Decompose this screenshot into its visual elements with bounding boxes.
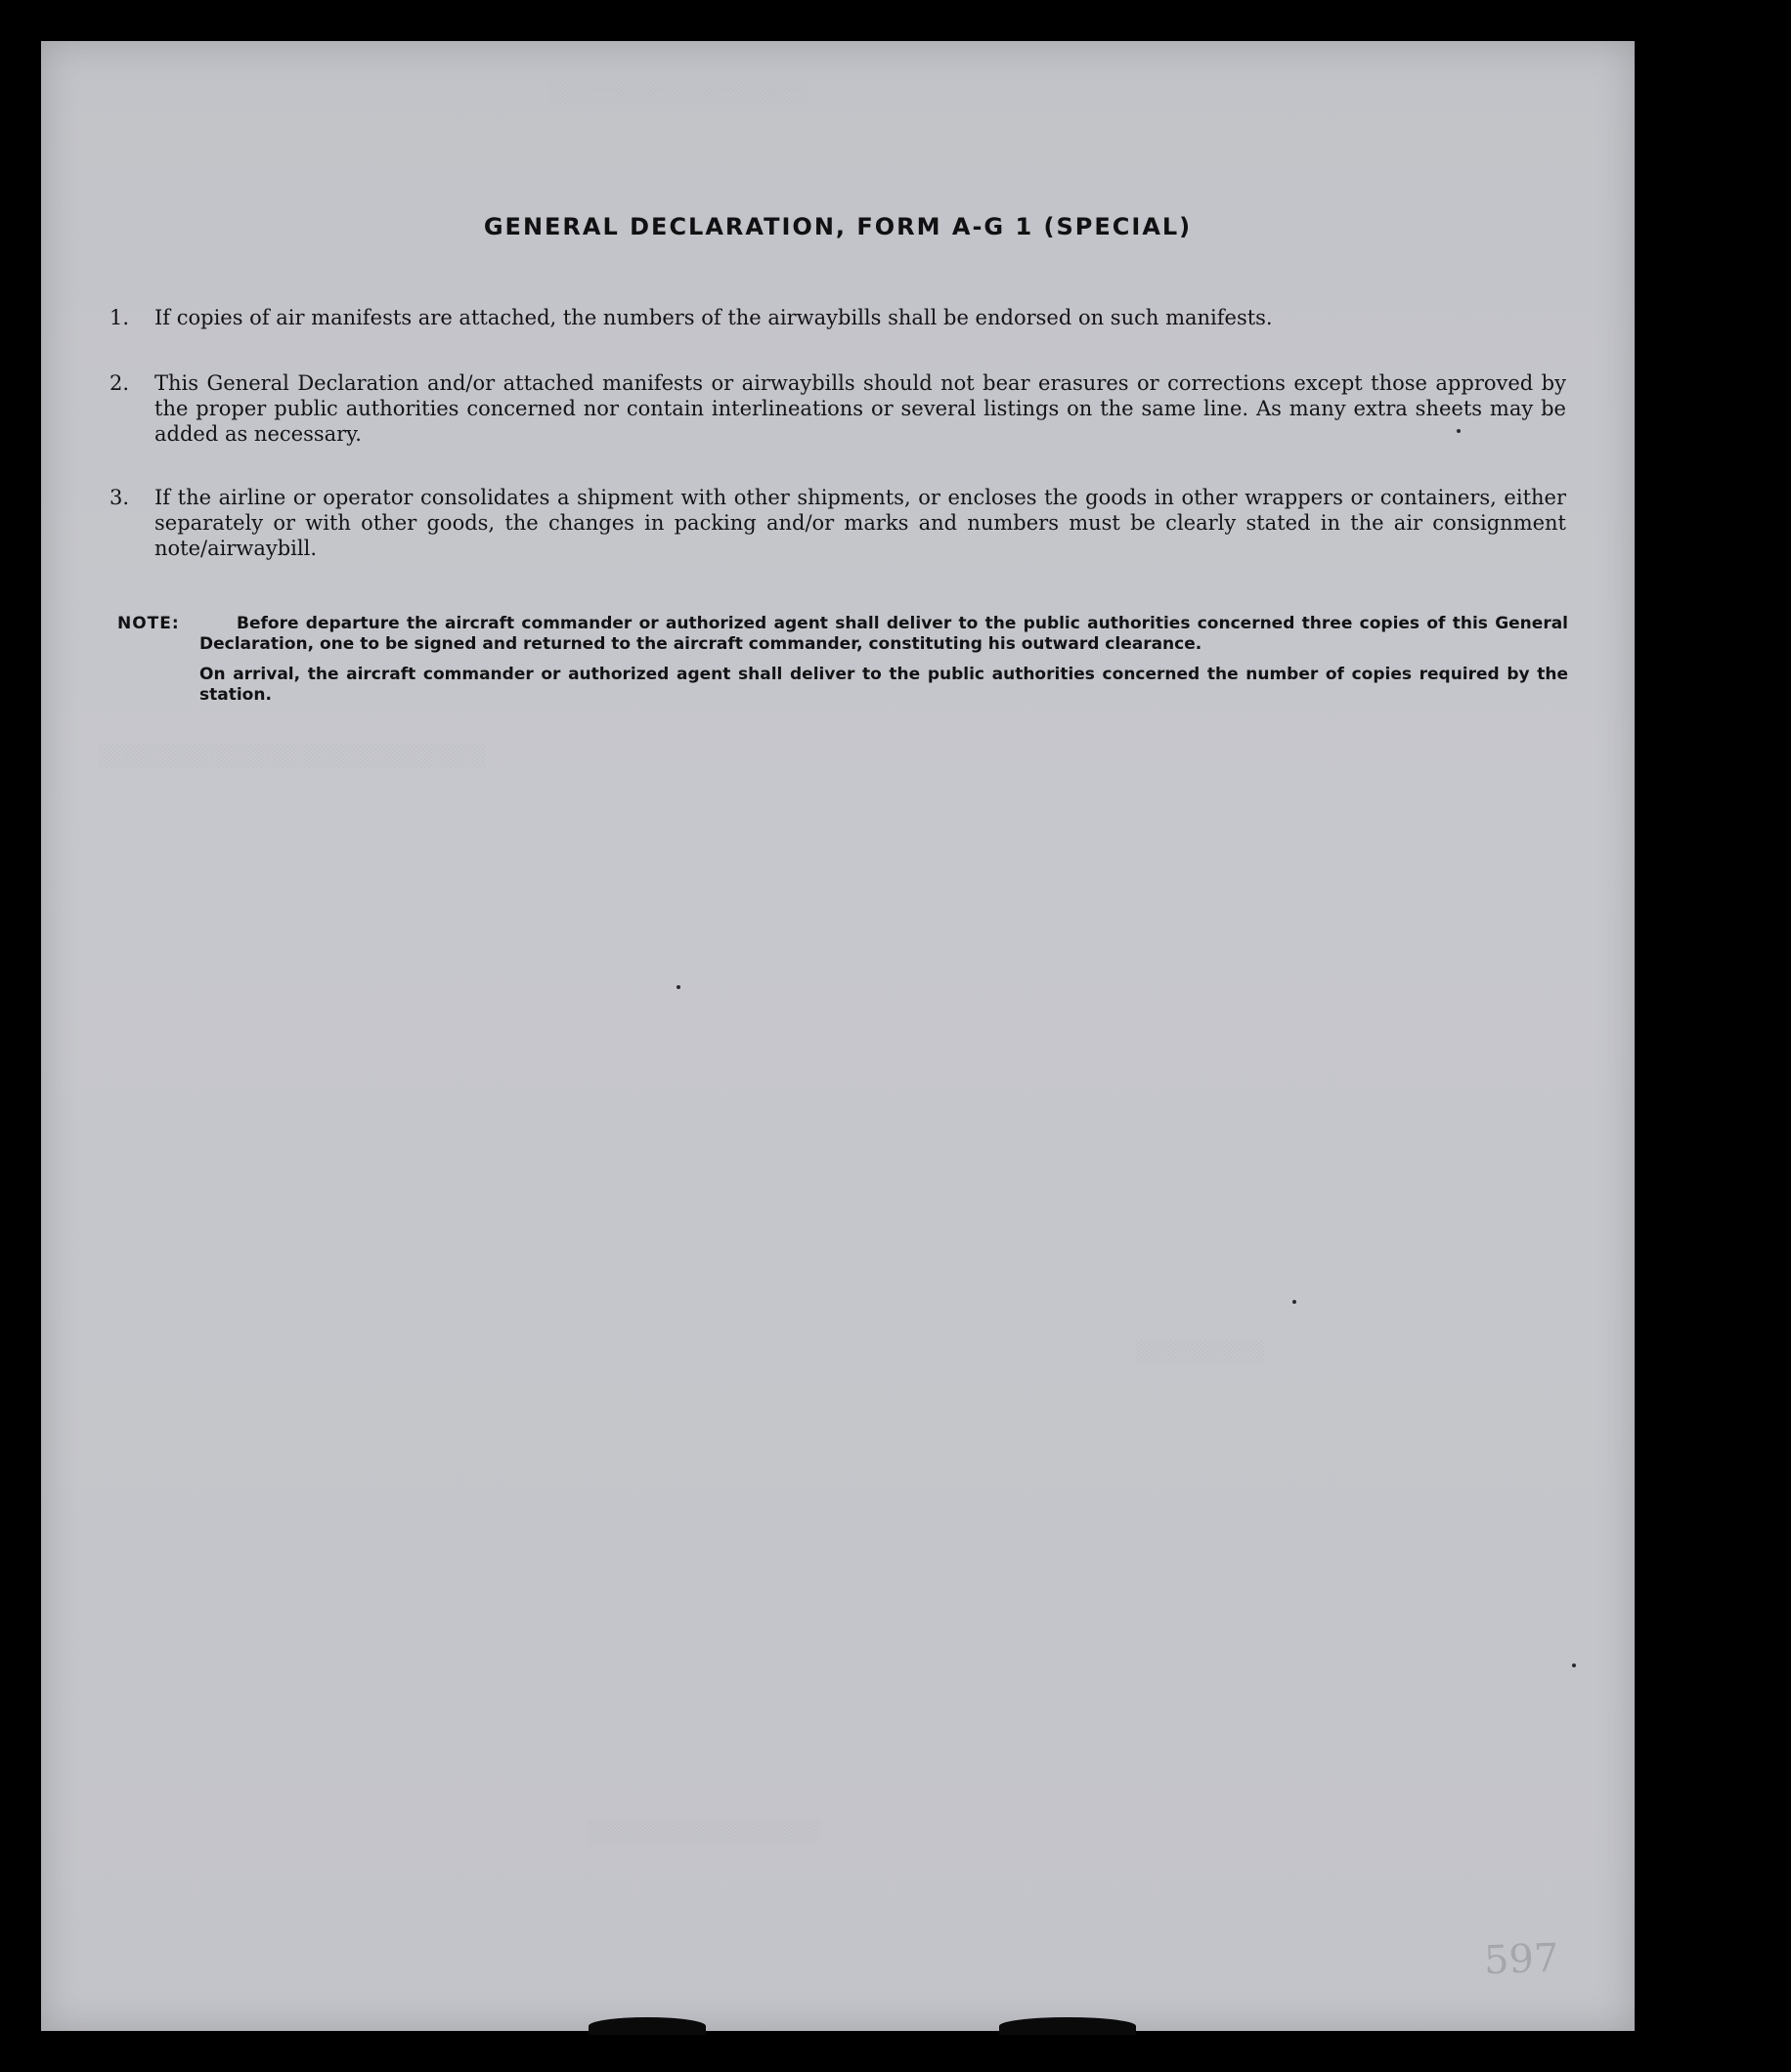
item-number: 1.	[109, 306, 130, 329]
torn-edge	[589, 2017, 706, 2035]
bleed-through-mark: ░░░░░░░░░░░░░░░░░░░░	[549, 80, 808, 105]
scan-speck	[1292, 1300, 1296, 1304]
item-text: This General Declaration and/or attached manifests or airwaybills should not bear erasures or corrections except those approved by the proper public authorities concerned nor contain interlineations or several listings on the same line. As many extra sheets may be added as necessary.	[154, 371, 1566, 446]
instruction-item-3	[109, 485, 1566, 561]
note-paragraph: On arrival, the aircraft commander or authorized agent shall deliver to the public authorities concerned the number of copies required by the station.	[199, 665, 1568, 705]
document-page	[41, 41, 1635, 2031]
page-number: 597	[1482, 1935, 1559, 1984]
scan-speck	[677, 985, 680, 989]
item-number: 3.	[109, 486, 130, 509]
note-block	[117, 614, 1568, 706]
instruction-item-2	[109, 370, 1566, 447]
note-paragraph: Before departure the aircraft commander or authorized agent shall deliver to the public authorities concerned three copies of this General Declaration, one to be signed and returned to the aircraft commander, constituting his outward clearance.	[199, 614, 1568, 654]
torn-edge	[999, 2017, 1136, 2035]
item-number: 2.	[109, 371, 130, 395]
item-text: If the airline or operator consolidates a shipment with other shipments, or encloses the goods in other wrappers or containers, either separately or with other goods, the changes in packing and/or marks and numbers must be clearly stated in the air consignment note/airwaybill.	[154, 486, 1566, 560]
item-text: If copies of air manifests are attached, the numbers of the airwaybills shall be endorsed on such manifests.	[154, 306, 1273, 329]
bleed-through-mark: ░░░░░░░░░░░░░░░░░░░░░░░░░░░░░░	[100, 745, 488, 769]
instruction-item-1	[109, 305, 1566, 330]
scan-speck	[1457, 429, 1461, 433]
bleed-through-mark: ░░░░░░░░░░	[1136, 1341, 1266, 1365]
scan-speck	[1572, 1663, 1576, 1667]
bleed-through-mark: ░░░░░░░░░░░░░░░░░░	[589, 1820, 821, 1844]
page-title: GENERAL DECLARATION, FORM A-G 1 (SPECIAL)	[483, 213, 1193, 240]
note-label: NOTE:	[117, 614, 180, 633]
